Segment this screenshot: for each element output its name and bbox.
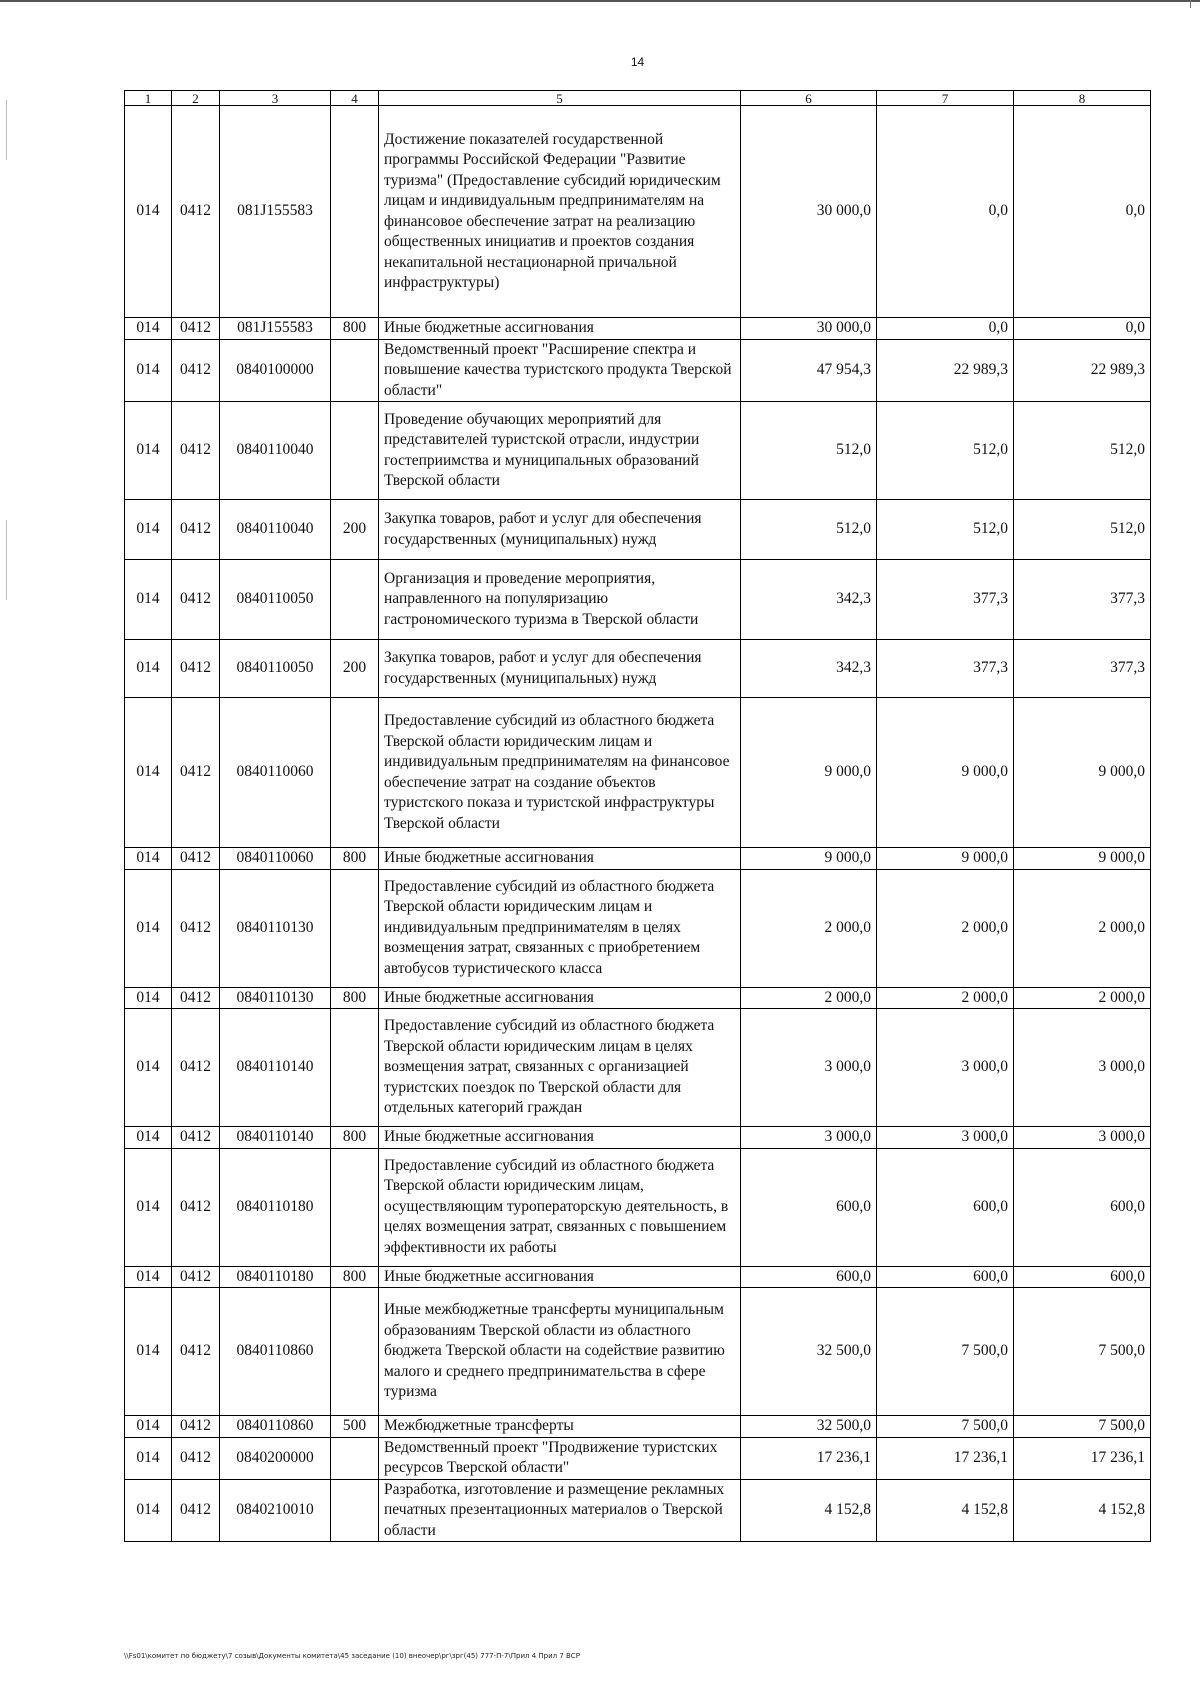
ministry-code: 014 xyxy=(125,1127,172,1149)
table-row xyxy=(125,1009,1151,1127)
col-header-4: 4 xyxy=(331,91,379,106)
ministry-code: 014 xyxy=(125,339,172,402)
item-name: Закупка товаров, работ и услуг для обеспечения государственных (муниципальных) нужд xyxy=(379,640,741,698)
item-name: Иные межбюджетные трансферты муниципальным образованиям Тверской области из областного бюджета Тверской области на содействие развитию малого и среднего предпринимательства в сфере туризма xyxy=(379,1288,741,1416)
section-code: 0412 xyxy=(172,1148,220,1266)
amount-col-6: 512,0 xyxy=(741,500,877,560)
item-name: Предоставление субсидий из областного бюджета Тверской области юридическим лицам в целях возмещения затрат, связанных с организацией туристских поездок по Тверской области для отдельных категорий граждан xyxy=(379,1009,741,1127)
page-number: 14 xyxy=(630,55,645,69)
table-row xyxy=(125,1127,1151,1149)
ministry-code: 014 xyxy=(125,402,172,500)
table-row xyxy=(125,848,1151,870)
amount-col-8: 600,0 xyxy=(1014,1266,1151,1288)
amount-col-6: 4 152,8 xyxy=(741,1479,877,1542)
amount-col-7: 2 000,0 xyxy=(877,987,1014,1009)
amount-col-7: 512,0 xyxy=(877,500,1014,560)
amount-col-8: 3 000,0 xyxy=(1014,1009,1151,1127)
target-article-code: 0840110860 xyxy=(220,1288,331,1416)
table-header xyxy=(125,91,1151,106)
table-row xyxy=(125,339,1151,402)
section-code: 0412 xyxy=(172,339,220,402)
item-name: Достижение показателей государственной программы Российской Федерации "Развитие туризма" (Предоставление субсидий юридическим лицам и индивидуальным предпринимателям на финансовое обеспечение затрат на реализацию общественных инициатив и проектов создания некапитальной нестационарной причальной инфраструктуры) xyxy=(379,106,741,318)
item-name: Иные бюджетные ассигнования xyxy=(379,318,741,340)
target-article-code: 0840110140 xyxy=(220,1127,331,1149)
ministry-code: 014 xyxy=(125,500,172,560)
amount-col-7: 512,0 xyxy=(877,402,1014,500)
target-article-code: 0840100000 xyxy=(220,339,331,402)
expense-type-code: 800 xyxy=(331,1266,379,1288)
amount-col-7: 600,0 xyxy=(877,1266,1014,1288)
col-header-2: 2 xyxy=(172,91,220,106)
target-article-code: 0840110060 xyxy=(220,848,331,870)
amount-col-6: 2 000,0 xyxy=(741,987,877,1009)
col-header-7: 7 xyxy=(877,91,1014,106)
amount-col-8: 17 236,1 xyxy=(1014,1437,1151,1479)
section-code: 0412 xyxy=(172,318,220,340)
table-row xyxy=(125,1479,1151,1542)
amount-col-8: 512,0 xyxy=(1014,402,1151,500)
expense-type-code xyxy=(331,1437,379,1479)
amount-col-6: 47 954,3 xyxy=(741,339,877,402)
amount-col-6: 9 000,0 xyxy=(741,698,877,848)
table-row xyxy=(125,106,1151,318)
table-row xyxy=(125,1266,1151,1288)
amount-col-8: 7 500,0 xyxy=(1014,1288,1151,1416)
amount-col-6: 9 000,0 xyxy=(741,848,877,870)
amount-col-8: 9 000,0 xyxy=(1014,848,1151,870)
amount-col-7: 9 000,0 xyxy=(877,698,1014,848)
expense-type-code: 200 xyxy=(331,640,379,698)
item-name: Ведомственный проект "Продвижение туристских ресурсов Тверской области" xyxy=(379,1437,741,1479)
amount-col-7: 9 000,0 xyxy=(877,848,1014,870)
col-header-1: 1 xyxy=(125,91,172,106)
section-code: 0412 xyxy=(172,848,220,870)
item-name: Иные бюджетные ассигнования xyxy=(379,987,741,1009)
section-code: 0412 xyxy=(172,1009,220,1127)
expense-type-code xyxy=(331,1148,379,1266)
section-code: 0412 xyxy=(172,1416,220,1438)
amount-col-6: 30 000,0 xyxy=(741,318,877,340)
amount-col-6: 342,3 xyxy=(741,640,877,698)
target-article-code: 0840210010 xyxy=(220,1479,331,1542)
amount-col-7: 2 000,0 xyxy=(877,869,1014,987)
table-row xyxy=(125,1416,1151,1438)
table-row xyxy=(125,869,1151,987)
table-row xyxy=(125,560,1151,640)
section-code: 0412 xyxy=(172,640,220,698)
target-article-code: 0840110060 xyxy=(220,698,331,848)
target-article-code: 0840110130 xyxy=(220,987,331,1009)
expense-type-code: 200 xyxy=(331,500,379,560)
table-row xyxy=(125,1288,1151,1416)
ministry-code: 014 xyxy=(125,1266,172,1288)
amount-col-6: 3 000,0 xyxy=(741,1127,877,1149)
target-article-code: 0840110130 xyxy=(220,869,331,987)
table-row xyxy=(125,640,1151,698)
item-name: Иные бюджетные ассигнования xyxy=(379,1127,741,1149)
ministry-code: 014 xyxy=(125,560,172,640)
section-code: 0412 xyxy=(172,1479,220,1542)
table-row xyxy=(125,402,1151,500)
ministry-code: 014 xyxy=(125,848,172,870)
ministry-code: 014 xyxy=(125,640,172,698)
table-row xyxy=(125,1148,1151,1266)
amount-col-8: 377,3 xyxy=(1014,560,1151,640)
ministry-code: 014 xyxy=(125,987,172,1009)
amount-col-7: 17 236,1 xyxy=(877,1437,1014,1479)
ministry-code: 014 xyxy=(125,869,172,987)
amount-col-6: 32 500,0 xyxy=(741,1288,877,1416)
amount-col-6: 512,0 xyxy=(741,402,877,500)
amount-col-7: 22 989,3 xyxy=(877,339,1014,402)
col-header-3: 3 xyxy=(220,91,331,106)
amount-col-7: 7 500,0 xyxy=(877,1288,1014,1416)
expense-type-code xyxy=(331,560,379,640)
amount-col-8: 9 000,0 xyxy=(1014,698,1151,848)
section-code: 0412 xyxy=(172,1266,220,1288)
ministry-code: 014 xyxy=(125,1009,172,1127)
ministry-code: 014 xyxy=(125,1416,172,1438)
ministry-code: 014 xyxy=(125,1288,172,1416)
col-header-8: 8 xyxy=(1014,91,1151,106)
item-name: Ведомственный проект "Расширение спектра и повышение качества туристского продукта Тверской области" xyxy=(379,339,741,402)
target-article-code: 0840110860 xyxy=(220,1416,331,1438)
target-article-code: 0840110050 xyxy=(220,640,331,698)
table-row xyxy=(125,500,1151,560)
amount-col-7: 600,0 xyxy=(877,1148,1014,1266)
amount-col-8: 600,0 xyxy=(1014,1148,1151,1266)
ministry-code: 014 xyxy=(125,318,172,340)
amount-col-6: 17 236,1 xyxy=(741,1437,877,1479)
ministry-code: 014 xyxy=(125,1437,172,1479)
budget-table xyxy=(124,90,1151,1542)
section-code: 0412 xyxy=(172,1437,220,1479)
amount-col-8: 0,0 xyxy=(1014,318,1151,340)
target-article-code: 081J155583 xyxy=(220,318,331,340)
section-code: 0412 xyxy=(172,402,220,500)
amount-col-7: 377,3 xyxy=(877,560,1014,640)
scan-corner-mark xyxy=(1190,0,1191,8)
item-name: Проведение обучающих мероприятий для представителей туристской отрасли, индустрии гостеприимства и муниципальных образований Тверской области xyxy=(379,402,741,500)
ministry-code: 014 xyxy=(125,698,172,848)
section-code: 0412 xyxy=(172,106,220,318)
expense-type-code xyxy=(331,1479,379,1542)
scan-artifact xyxy=(6,520,7,600)
expense-type-code xyxy=(331,339,379,402)
amount-col-6: 30 000,0 xyxy=(741,106,877,318)
scan-top-border xyxy=(0,0,1200,2)
amount-col-8: 3 000,0 xyxy=(1014,1127,1151,1149)
col-header-5: 5 xyxy=(379,91,741,106)
amount-col-6: 600,0 xyxy=(741,1148,877,1266)
amount-col-7: 377,3 xyxy=(877,640,1014,698)
amount-col-8: 512,0 xyxy=(1014,500,1151,560)
amount-col-8: 4 152,8 xyxy=(1014,1479,1151,1542)
amount-col-8: 2 000,0 xyxy=(1014,987,1151,1009)
table-row xyxy=(125,318,1151,340)
target-article-code: 0840110040 xyxy=(220,402,331,500)
target-article-code: 0840110140 xyxy=(220,1009,331,1127)
section-code: 0412 xyxy=(172,869,220,987)
target-article-code: 081J155583 xyxy=(220,106,331,318)
item-name: Предоставление субсидий из областного бюджета Тверской области юридическим лицам и индивидуальным предпринимателям в целях возмещения затрат, связанных с приобретением автобусов туристического класса xyxy=(379,869,741,987)
amount-col-6: 2 000,0 xyxy=(741,869,877,987)
amount-col-8: 377,3 xyxy=(1014,640,1151,698)
amount-col-7: 3 000,0 xyxy=(877,1009,1014,1127)
expense-type-code xyxy=(331,698,379,848)
table-row xyxy=(125,1437,1151,1479)
section-code: 0412 xyxy=(172,1127,220,1149)
item-name: Предоставление субсидий из областного бюджета Тверской области юридическим лицам, осуществляющим туроператорскую деятельность, в целях возмещения затрат, связанных с повышением эффективности их работы xyxy=(379,1148,741,1266)
target-article-code: 0840200000 xyxy=(220,1437,331,1479)
amount-col-7: 3 000,0 xyxy=(877,1127,1014,1149)
expense-type-code: 500 xyxy=(331,1416,379,1438)
target-article-code: 0840110040 xyxy=(220,500,331,560)
scan-artifact xyxy=(6,100,7,160)
amount-col-7: 4 152,8 xyxy=(877,1479,1014,1542)
item-name: Иные бюджетные ассигнования xyxy=(379,848,741,870)
amount-col-8: 7 500,0 xyxy=(1014,1416,1151,1438)
section-code: 0412 xyxy=(172,987,220,1009)
target-article-code: 0840110050 xyxy=(220,560,331,640)
ministry-code: 014 xyxy=(125,106,172,318)
section-code: 0412 xyxy=(172,500,220,560)
section-code: 0412 xyxy=(172,1288,220,1416)
target-article-code: 0840110180 xyxy=(220,1148,331,1266)
item-name: Организация и проведение мероприятия, направленного на популяризацию гастрономического туризма в Тверской области xyxy=(379,560,741,640)
expense-type-code xyxy=(331,402,379,500)
item-name: Разработка, изготовление и размещение рекламных печатных презентационных материалов о Тверской области xyxy=(379,1479,741,1542)
amount-col-6: 342,3 xyxy=(741,560,877,640)
amount-col-7: 0,0 xyxy=(877,318,1014,340)
amount-col-6: 600,0 xyxy=(741,1266,877,1288)
table-row xyxy=(125,987,1151,1009)
amount-col-6: 32 500,0 xyxy=(741,1416,877,1438)
item-name: Иные бюджетные ассигнования xyxy=(379,1266,741,1288)
item-name: Предоставление субсидий из областного бюджета Тверской области юридическим лицам и индивидуальным предпринимателям на финансовое обеспечение затрат на создание объектов туристского показа и туристской инфраструктуры Тверской области xyxy=(379,698,741,848)
expense-type-code xyxy=(331,1288,379,1416)
section-code: 0412 xyxy=(172,560,220,640)
amount-col-8: 22 989,3 xyxy=(1014,339,1151,402)
expense-type-code: 800 xyxy=(331,318,379,340)
ministry-code: 014 xyxy=(125,1148,172,1266)
target-article-code: 0840110180 xyxy=(220,1266,331,1288)
amount-col-8: 2 000,0 xyxy=(1014,869,1151,987)
ministry-code: 014 xyxy=(125,1479,172,1542)
expense-type-code: 800 xyxy=(331,1127,379,1149)
amount-col-6: 3 000,0 xyxy=(741,1009,877,1127)
col-header-6: 6 xyxy=(741,91,877,106)
table-row xyxy=(125,698,1151,848)
amount-col-8: 0,0 xyxy=(1014,106,1151,318)
expense-type-code xyxy=(331,869,379,987)
amount-col-7: 0,0 xyxy=(877,106,1014,318)
item-name: Межбюджетные трансферты xyxy=(379,1416,741,1438)
expense-type-code: 800 xyxy=(331,987,379,1009)
item-name: Закупка товаров, работ и услуг для обеспечения государственных (муниципальных) нужд xyxy=(379,500,741,560)
amount-col-7: 7 500,0 xyxy=(877,1416,1014,1438)
column-number-row xyxy=(125,91,1151,106)
section-code: 0412 xyxy=(172,698,220,848)
expense-type-code xyxy=(331,1009,379,1127)
table-body xyxy=(125,106,1151,1542)
expense-type-code: 800 xyxy=(331,848,379,870)
file-path-footer: \\Fs01\комитет по бюджету\7 созыв\Документы комитета\45 заседание (10) внеочер\рг\зрг(45) 777-П-7\Прил 4 Прил 7 ВСР xyxy=(124,1652,580,1660)
expense-type-code xyxy=(331,106,379,318)
